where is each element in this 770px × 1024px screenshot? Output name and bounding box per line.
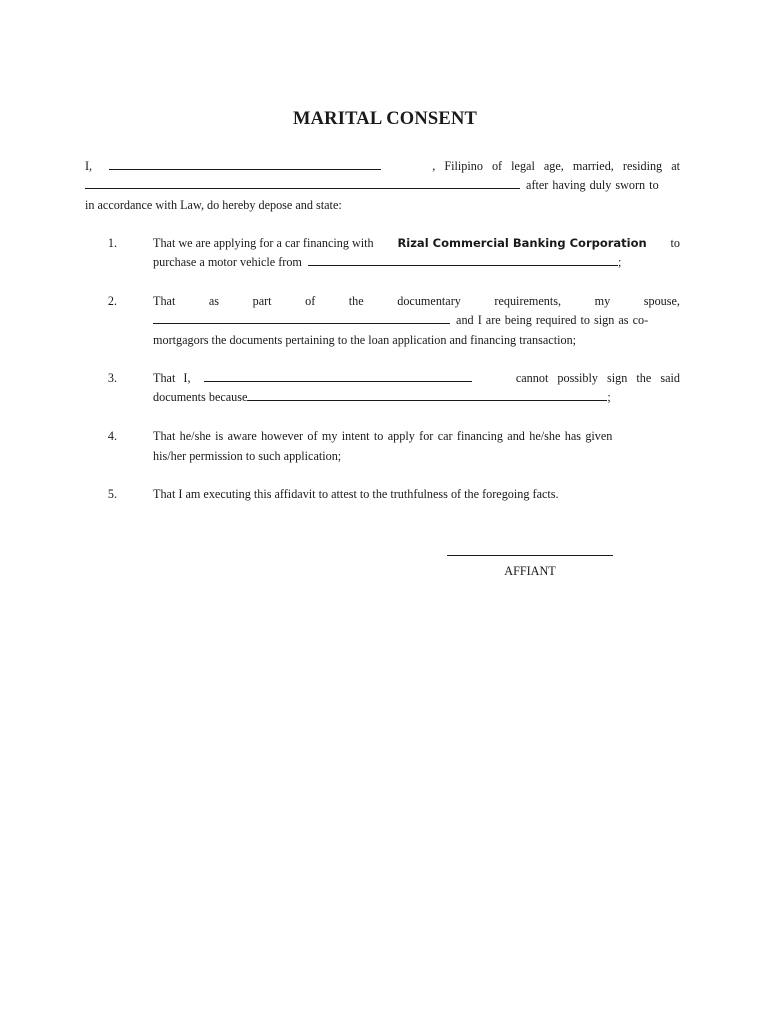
item-2-line-3: mortgagors the documents pertaining to the loan application and financing transaction; [153,333,577,347]
item-3-text-end: cannot possibly sign the said [515,371,680,385]
signature-line[interactable] [447,555,613,556]
item-3-line-2 [153,389,611,405]
item-3-line-2-text: documents because [153,390,248,404]
affiant-label: AFFIANT [504,564,556,578]
item-2-word: as [208,294,220,308]
intro-line-2-text: after having duly sworn to [526,178,659,192]
item-5-number: 5. [107,487,117,501]
intro-line-1-text: , Filipino of legal age, married, residing at [432,159,680,173]
item-2-word: spouse, [643,294,680,308]
item-2-word: requirements, [494,294,562,308]
affiant-name-blank[interactable] [109,158,381,170]
item-4-number: 4. [107,429,117,443]
item-5-line-1: That I am executing this affidavit to attest to the truthfulness of the foregoing facts. [153,487,559,501]
intro-line-2 [85,177,659,193]
item-2-word: the [348,294,364,308]
item-1-line-2 [153,254,621,270]
item-1-line-2-text: purchase a motor vehicle from [153,255,302,269]
item-4-line-2: his/her permission to such application; [153,449,342,463]
item-1-text-end: to [670,236,680,250]
item-1-line-2-end: ; [617,255,622,269]
item-3-line-1 [153,370,680,386]
item-2-word: documentary [397,294,461,308]
item-2-word: That [153,294,176,308]
item-3-line-2-end: ; [607,390,611,404]
item-2-line-1 [153,293,680,309]
document-title: MARITAL CONSENT [292,109,478,129]
item-4-line-1: That he/she is aware however of my intent to apply for car financing and he/she has given [153,429,613,443]
intro-line-3: in accordance with Law, do hereby depose and state: [85,198,342,212]
item-2-number: 2. [107,294,117,308]
intro-line-1 [85,158,680,174]
item-1-text: That we are applying for a car financing with [153,236,374,250]
item-3-text-start: That I, [153,371,191,385]
spouse-name-blank[interactable] [153,312,450,324]
item-2-word: part [252,294,272,308]
item-1-number: 1. [107,236,117,250]
spouse-name-blank-2[interactable] [204,370,472,382]
item-1-line-1 [153,235,680,251]
vendor-name-blank[interactable] [308,254,618,266]
reason-blank[interactable] [247,389,607,401]
item-2-line-2 [153,312,648,328]
bank-name: Rizal Commercial Banking Corporation [397,236,647,250]
item-2-word: of [305,294,316,308]
intro-pronoun: I, [85,159,93,173]
residence-address-blank[interactable] [85,177,520,189]
item-3-number: 3. [107,371,117,385]
item-2-line-2-text: and I are being required to sign as co- [456,313,649,327]
item-2-word: my [594,294,611,308]
